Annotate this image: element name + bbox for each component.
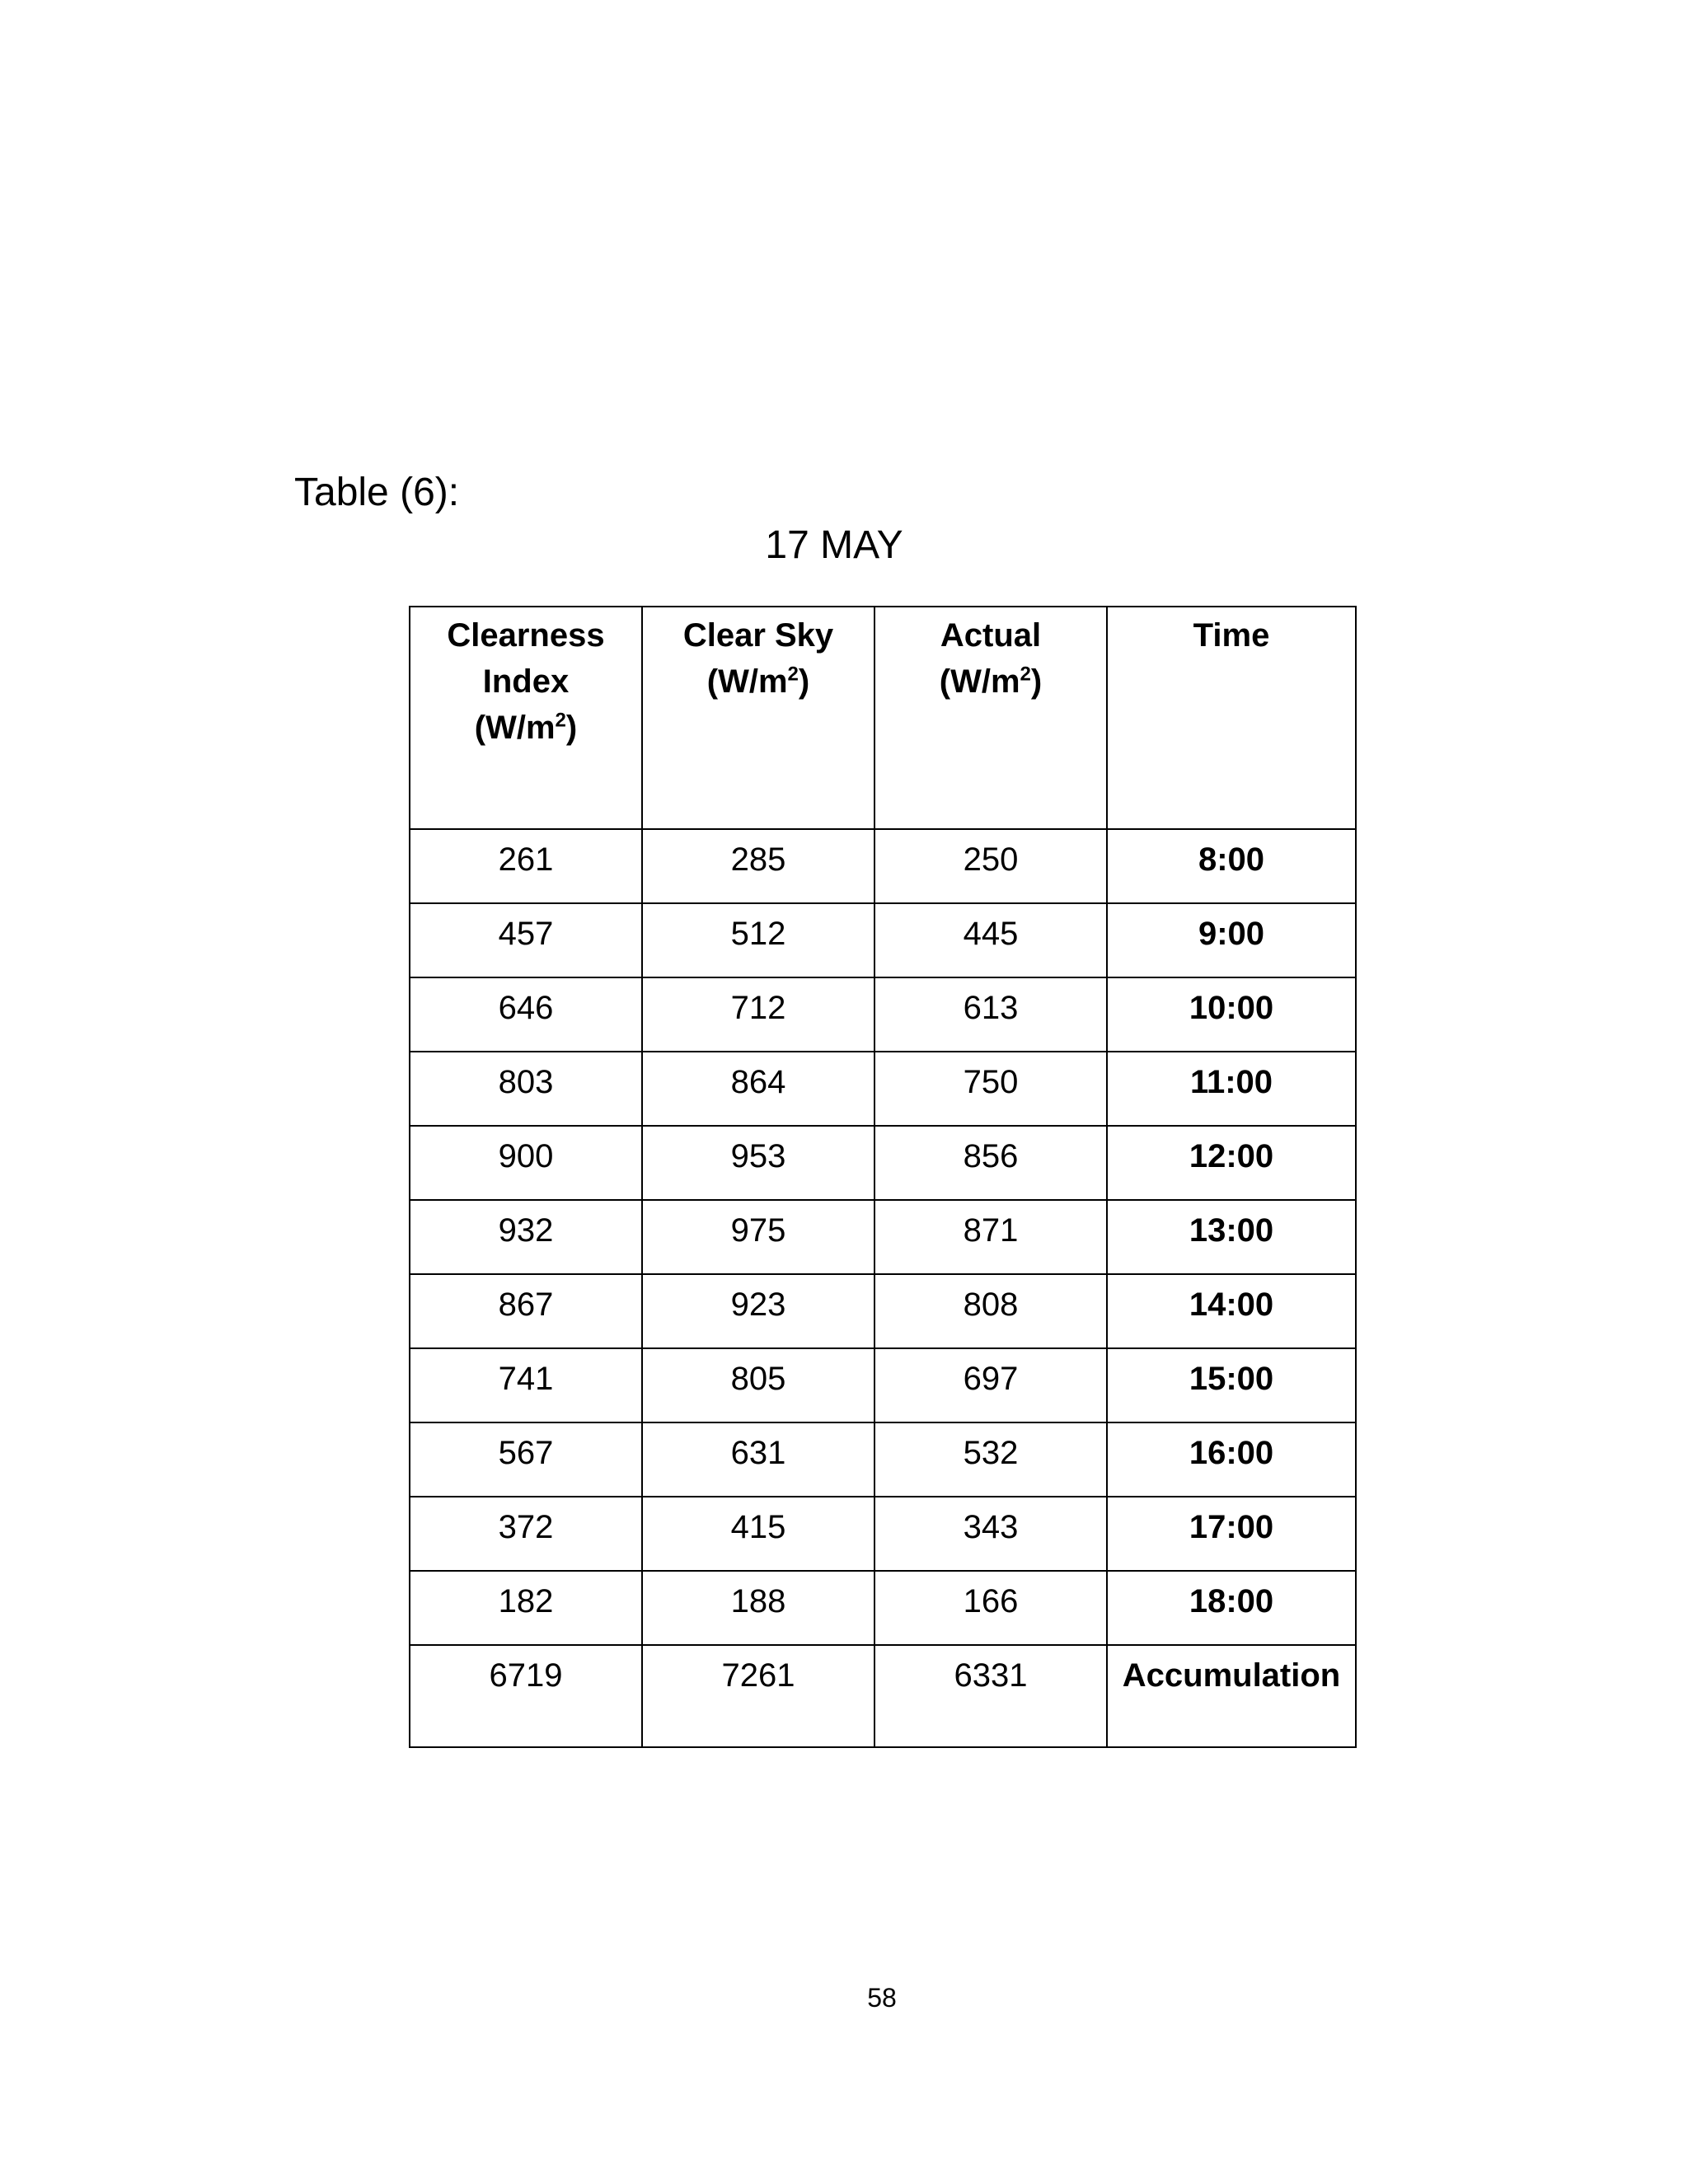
table-row	[410, 1571, 1356, 1645]
clearness-index-cell: 261	[410, 829, 642, 903]
table-body	[410, 829, 1356, 1747]
clear-sky-cell: 285	[642, 829, 874, 903]
clear-sky-cell: 631	[642, 1422, 874, 1497]
time-cell: 15:00	[1107, 1348, 1356, 1422]
header-row	[410, 607, 1356, 829]
table-row	[410, 1422, 1356, 1497]
clearness-index-cell: 803	[410, 1052, 642, 1126]
actual-cell: 808	[874, 1274, 1107, 1348]
clearness-index-cell: 900	[410, 1126, 642, 1200]
clearness-index-cell: 457	[410, 903, 642, 977]
time-cell: 17:00	[1107, 1497, 1356, 1571]
header-line: Time	[1193, 617, 1270, 654]
clear-sky-cell: 512	[642, 903, 874, 977]
header-actual	[874, 607, 1107, 829]
actual-cell: 613	[874, 977, 1107, 1052]
table-row	[410, 1497, 1356, 1571]
clearness-index-cell: 646	[410, 977, 642, 1052]
header-unit: $(W/m^2)$	[706, 663, 810, 700]
clearness-index-cell: 182	[410, 1571, 642, 1645]
table-row	[410, 1126, 1356, 1200]
table-row	[410, 1348, 1356, 1422]
actual-cell: 166	[874, 1571, 1107, 1645]
actual-cell: 532	[874, 1422, 1107, 1497]
table-row	[410, 1052, 1356, 1126]
clear-sky-cell: 712	[642, 977, 874, 1052]
actual-cell: 856	[874, 1126, 1107, 1200]
time-cell: 11:00	[1107, 1052, 1356, 1126]
header-time	[1107, 607, 1356, 829]
page-number: 58	[867, 1983, 897, 2013]
table-row	[410, 1200, 1356, 1274]
table-row	[410, 829, 1356, 903]
clear-sky-cell: 188	[642, 1571, 874, 1645]
actual-cell: 750	[874, 1052, 1107, 1126]
clear-sky-cell: 923	[642, 1274, 874, 1348]
actual-cell: 871	[874, 1200, 1107, 1274]
irradiance-table	[409, 606, 1357, 1748]
time-cell: 9:00	[1107, 903, 1356, 977]
actual-cell: 445	[874, 903, 1107, 977]
clear-sky-cell: 805	[642, 1348, 874, 1422]
time-cell: 10:00	[1107, 977, 1356, 1052]
clearness-index-cell: 932	[410, 1200, 642, 1274]
time-cell: 13:00	[1107, 1200, 1356, 1274]
header-line: Actual	[940, 617, 1042, 654]
time-cell: 14:00	[1107, 1274, 1356, 1348]
clearness-index-cell: 567	[410, 1422, 642, 1497]
clearness-index-cell: 6719	[410, 1645, 642, 1747]
header-unit: $(W/m^2)$	[474, 709, 578, 746]
clearness-index-cell: 867	[410, 1274, 642, 1348]
header-line: Clear Sky	[682, 617, 834, 654]
table-caption: Table (6):	[294, 471, 460, 514]
actual-cell: 250	[874, 829, 1107, 903]
header-clearness-index	[410, 607, 642, 829]
clear-sky-cell: 864	[642, 1052, 874, 1126]
header-unit: $(W/m^2)$	[939, 663, 1043, 700]
table-date-title: 17 MAY	[765, 523, 903, 567]
table-row	[410, 903, 1356, 977]
table-row	[410, 977, 1356, 1052]
header-line: Index	[482, 663, 570, 700]
time-cell: Accumulation	[1107, 1645, 1356, 1747]
clearness-index-cell: 741	[410, 1348, 642, 1422]
clear-sky-cell: 415	[642, 1497, 874, 1571]
time-cell: 12:00	[1107, 1126, 1356, 1200]
actual-cell: 6331	[874, 1645, 1107, 1747]
actual-cell: 697	[874, 1348, 1107, 1422]
table-row	[410, 1645, 1356, 1747]
clear-sky-cell: 953	[642, 1126, 874, 1200]
clearness-index-cell: 372	[410, 1497, 642, 1571]
time-cell: 18:00	[1107, 1571, 1356, 1645]
header-clear-sky	[642, 607, 874, 829]
clear-sky-cell: 7261	[642, 1645, 874, 1747]
clear-sky-cell: 975	[642, 1200, 874, 1274]
table-row	[410, 1274, 1356, 1348]
time-cell: 8:00	[1107, 829, 1356, 903]
actual-cell: 343	[874, 1497, 1107, 1571]
time-cell: 16:00	[1107, 1422, 1356, 1497]
header-line: Clearness	[447, 617, 605, 654]
